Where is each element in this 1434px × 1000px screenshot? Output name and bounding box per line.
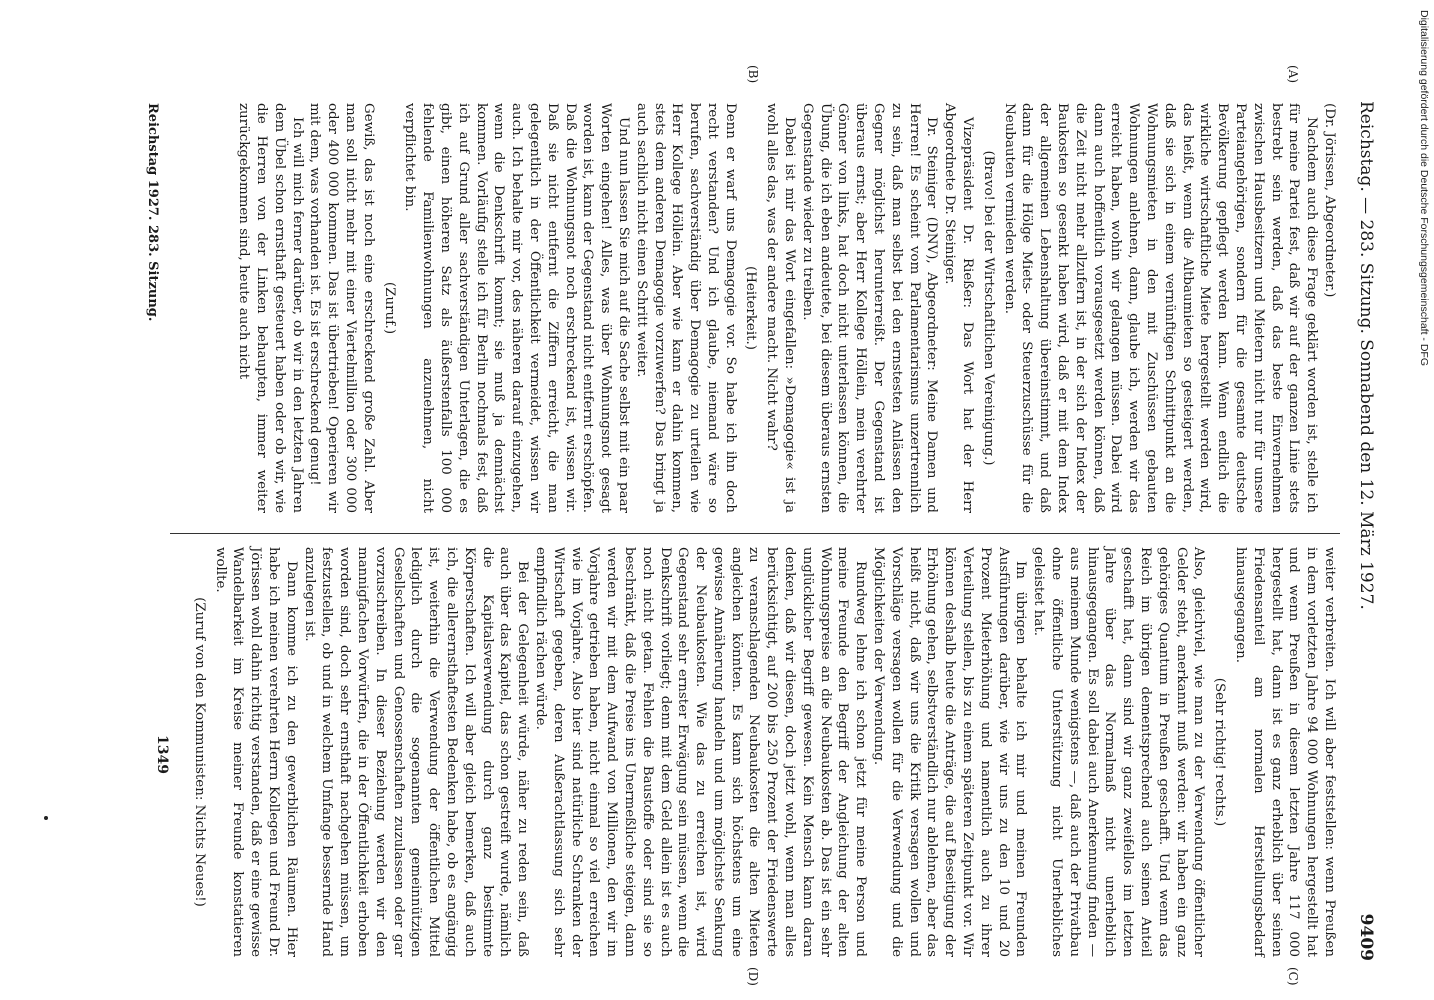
header-title: Reichstag. — 283. Sitzung. Sonnabend den 12. März 1927. — [1356, 101, 1376, 610]
paragraph: Denn er warf uns Demagogie vor. So habe ich ihn doch recht verstanden? Und ich glaube, niemand wäre so berufen, sachverständig über Demagogie zu urteilen wie Herr Kollege Höllein. Aber wie kann er dahin kommen, stets dem anderen Demagogie vorzuwerfen? Das bringt ja auch sachlich nicht einen Schritt weiter. — [633, 103, 738, 513]
paragraph: Vizepräsident Dr. Rießer: Das Wort hat der Herr Abgeordnete Dr. Steiniger. — [942, 103, 976, 513]
margin-mark-c: (C) — [1286, 967, 1300, 986]
margin-mark-b: (B) — [746, 65, 760, 84]
paragraph: Im übrigen behalte ich mir und meinen Freunden Ausführungen darüber, wie wir uns zu den 10 und 20 Prozent Mieterhöhung und namentlich auch zu ihrer Verteilung stellen, bis zu einem späteren Zeitpunkt vor. Wir können deshalb heute die Anträge, die auf Beseitigung der Erhöhung gehen, selbstverständlich nur ablehnen, aber das heißt nicht, daß wir uns die Kritik versagen wollen und Vorschläge versagen wollen für die Verwendung und die Möglichkeiten der Verwendung. — [871, 547, 1029, 957]
paragraph: (Zuruf von den Kommunisten: Nichts Neues!) — [191, 597, 207, 907]
paragraph: Nachdem auch diese Frage geklärt worden ist, stelle ich für meine Partei fest, daß wir auf der ganzen Linie stets bestrebt sein werden, daß das beste Einvernehmen zwischen Hausbesitzern und Mietern nicht nur für unsere Parteiangehörigen, sondern für die gesamte deutsche Bevölkerung gepflegt werden kann. Wenn endlich die wirkliche wirtschaftliche Miete hergestellt werden wird, das heißt, wenn die Altbaumieten so gesteigert werden, daß sie sich in einem vernünftigen Schnittpunkt an die Wohnungsmieten in den mit Zuschüssen gebauten Wohnungen anlehnen, dann, glaube ich, werden wir das erreicht haben, wohin wir gelangen müssen. Dabei wird dann auch hoffentlich vorausgesetzt werden können, daß die Zeit nicht mehr allzufern ist, in der sich der Index der Baukosten so gesenkt haben wird, daß er mit dem Index der allgemeinen Lebenshaltung übereinstimmt, und daß dann für die Hölge Miets- oder Steuerzuschüsse für die Neubauten vermieden werden. — [1001, 103, 1320, 513]
footer-number: 1349 — [154, 735, 170, 774]
paragraph: (Zuruf.) — [381, 281, 397, 335]
column-divider — [170, 533, 1340, 534]
page-number: 9409 — [1356, 913, 1376, 961]
paragraph: Dann komme ich zu den gewerblichen Räumen. Hier habe ich meinen verehrten Herrn Kollegen und Freund Dr. Jörissen wohl dahin richtig verstanden, daß er eine gewisse Wandelbarkeit im Kreise meiner Freunde konstatieren wollte. — [212, 547, 299, 957]
paragraph: Dr. Steiniger (DNV), Abgeordneter: Meine Damen und Herren! Es scheint vom Parlamentarismus unzertrennlich zu sein, daß man selbst bei den ernstesten Anlässen den Gegner möglichst herunterreißt. Der Gegenstand ist überaus ernst; aber Herr Kollege Höllein, mein verehrter Gönner von links, hat doch nicht unterlassen können, die Übung, die ich eben andeutete, bei diesem überaus ernsten Gegenstande wieder zu treiben. — [799, 103, 940, 513]
rotated-page-content — [90, 65, 1380, 986]
paragraph: (Heiterkeit.) — [743, 266, 759, 350]
paragraph: Bei der Gelegenheit würde, näher zu reden sein, daß auch über das Kapitel, das schon gestreift wurde, nämlich die Kapitalsverwendung durch ganz bestimmte Körperschaften. Ich will aber gleich bemerken, daß auch ich, die allerernsthaftesten Bedenken habe, ob es angängig ist, weiterhin die Verwendung der öffentlichen Mittel lediglich durch die sogenannten gemeinnützigen Gesellschaften und Genossenschaften zuzulassen oder gar vorzuschreiben. In dieser Beziehung werden wir den mannigfachen Vorwürfen, die in der Öffentlichkeit erhoben worden sind, doch sehr ernsthaft nachgehen müssen, um festzustellen, ob und in welchem Umfange bessernde Hand anzulegen ist. — [301, 547, 531, 957]
paragraph: Also, gleichviel, wie man zu der Verwendung öffentlicher Gelder steht, anerkannt muß werden: wir haben ein ganz gehöriges Quantum in Preußen geschafft. Und wenn das Reich im übrigen dementsprechend auch seinen Anteil geschafft hat, dann sind wir ganz zweifellos im letzten Jahre über das Normalmaß nicht unerheblich hinausgegangen. Es soll dabei auch Anerkennung finden — aus meinem Munde wenigstens —, daß auch der Privatbau ohne öffentliche Unterstützung nicht Unerhebliches geleistet hat. — [1031, 547, 1207, 957]
paragraph: Ich will mich ferner darüber, ob wir in den letzten Jahren dem Übel schon ernsthaft gesteuert haben oder ob wir, wie die Herren von der Linken behaupten, immer weiter zurückgekommen sind, heute auch nicht — [236, 103, 305, 513]
paragraph: Und nun lassen Sie mich auf die Sache selbst mit ein paar Worten eingehen! Alles, was über Wohnungsnot gesagt worden ist, kann der Gegenstand nicht entfernt erschöpfen. Daß die Wohnungsnot noch erschreckend ist, wissen wir. Daß sie nicht entfernt die Ziffern erreicht, die man gelegentlich in der Öffentlichkeit vermeidet, wissen wir auch. Ich behalte mir vor, des näheren darauf einzugehen, wenn die Denkschrift kommt; sie muß ja demnächst kommen. Vorläufig stelle ich für Berlin nochmals fest, daß ich auf Grund aller sachverständigen Unterlagen, die es gibt, einen höheren Satz als äußerstenfalls 100 000 fehlende Familienwohnungen anzunehmen, nicht verpflichtet bin. — [402, 103, 631, 513]
left-column — [234, 103, 1338, 513]
paragraph: (Bravo! bei der Wirtschaftlichen Vereinigung.) — [980, 150, 996, 466]
margin-mark-a: (A) — [1286, 65, 1300, 84]
right-column — [187, 547, 1338, 957]
paragraph: (Dr. Jörissen, Abgeordneter.) — [1322, 103, 1337, 298]
paragraph: Gewiß, das ist noch eine erschreckend große Zahl. Aber man soll nicht mehr mit einer Viertelmillion oder 300 000 oder 400 000 kommen. Das ist übertrieben! Operieren wir mit dem, was vorhanden ist. Es ist erschreckend genug! — [307, 103, 376, 513]
footer-left: Reichstag 1927. 283. Sitzung. — [145, 103, 160, 322]
speck — [44, 816, 48, 820]
running-header — [1350, 95, 1380, 965]
paragraph: (Sehr richtig! rechts.) — [1212, 677, 1228, 827]
digitization-credit — [1412, 10, 1432, 990]
paragraph: Dabei ist mir das Wort eingefallen: »Demagogie« ist ja wohl alles das, was der andere macht. Nicht wahr? — [764, 103, 798, 513]
paragraph: weiter verbreiten. Ich will aber feststellen: wenn Preußen in dem vorletzten Jahre 94 000 Wohnungen hergestellt hat und wenn Preußen in diesem letzten Jahre 117 000 hergestellt hat, dann ist es ganz erheblich über seinen Friedensanteil am normalen Herstellungsbedarf hinausgegangen. — [1233, 547, 1337, 957]
paragraph: Rundweg lehne ich schon jetzt für meine Person und meine Freunde den Begriff der Angleichung der alten Wohnungspreise an die Neubaukosten ab. Das ist ein sehr unglücklicher Begriff gewesen. Kein Mensch kann daran denken, daß wir diesen, doch jetzt wohl, wenn man alles berücksichtigt, auf 200 bis 250 Prozent der Friedenswerte zu veranschlagenden Neubaukosten die alten Mieten angleichen könnten. Es kann sich höchstens um eine gewisse Annäherung handeln und um möglichste Senkung der Neubaukosten. Wie das zu erreichen ist, wird Gegenstand sehr ernster Erwägung sein müssen, wenn die Denkschrift vorliegt; denn mit dem Geld allein ist es auch noch nicht getan. Fehlen die Baustoffe oder sind sie so beschränkt, daß die Preise ins Unermeßliche steigen, dann werden wir mit dem Aufwand von Millionen, den wir im Vorjahre getrieben haben, nicht einmal so viel erreichen wie im Vorjahre. Also hier sind natürliche Schranken der Wirtschaft gegeben, deren Außerachtlassung sich sehr empfindlich rächen würde. — [532, 547, 869, 957]
credit-text: Digitalisierung gefördert durch die Deutsche Forschungsgemeinschaft - DFG — [1418, 10, 1430, 367]
margin-mark-d: (D) — [746, 967, 760, 986]
